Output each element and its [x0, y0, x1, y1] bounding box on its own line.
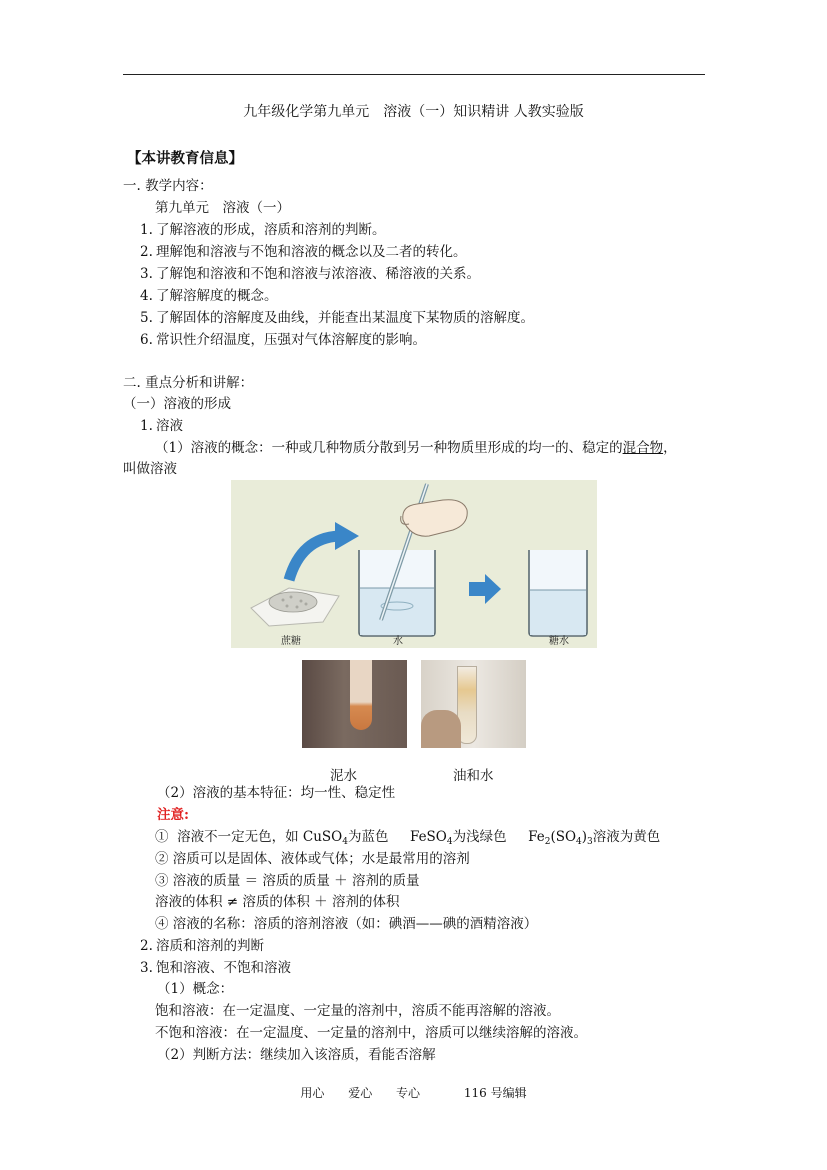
dissolving-illustration [231, 480, 597, 648]
note-1-b: 为蓝色 [347, 829, 389, 845]
subsection-formation: （一）溶液的形成 [123, 396, 231, 412]
note-1-f: (SO [550, 829, 577, 845]
point-3 [140, 959, 291, 977]
unit-title: 第九单元 溶液（一） [155, 200, 290, 216]
note-1-h: 溶液为黄色 [592, 829, 661, 845]
objective-text: 了解溶液的形成，溶质和溶剂的判断。 [156, 222, 386, 238]
muddy-water-photo [302, 660, 407, 748]
point-3-num: 3. [140, 960, 153, 976]
objective-num: 4. [140, 288, 153, 304]
concept-heading: （1）概念： [157, 981, 234, 997]
objective-num: 5. [140, 310, 153, 326]
judgement-method: （2）判断方法：继续加入该溶质，看能否溶解 [157, 1047, 436, 1063]
note-1-f-sub: 4 [576, 837, 582, 847]
note-1-c: FeSO [409, 829, 447, 845]
definition-end: ， [663, 440, 677, 456]
note-1-c-sub: 4 [446, 837, 453, 847]
objective-num: 2. [140, 244, 153, 260]
page-footer [0, 1084, 827, 1101]
part2-heading: 二. 重点分析和讲解： [123, 375, 254, 391]
note-1-e-sub: 2 [544, 837, 551, 847]
mixture-term: 混合物 [622, 440, 664, 456]
page-title: 九年级化学第九单元 溶液（一）知识精讲 人教实验版 [243, 104, 584, 120]
footer-2: 爱心 [348, 1086, 373, 1100]
caption-mud: 泥水 [330, 768, 357, 784]
footer-4: 116 号编辑 [463, 1086, 527, 1100]
note-1-g-sub: 3 [587, 837, 593, 847]
definition-cont: 叫做溶液 [123, 461, 177, 477]
objective-text: 了解饱和溶液和不饱和溶液与浓溶液、稀溶液的关系。 [156, 266, 480, 282]
objective-num: 6. [140, 332, 153, 348]
basic-features: （2）溶液的基本特征：均一性、稳定性 [157, 785, 396, 801]
note-1-mark: ① [155, 829, 169, 845]
note-2: ② 溶质可以是固体、液体或气体；水是最常用的溶剂 [155, 851, 470, 867]
label-sugar-water: 糖水 [549, 636, 569, 647]
objective-item [140, 243, 467, 261]
note-1-e: Fe [528, 829, 545, 845]
point-2-text: 溶质和溶剂的判断 [156, 938, 264, 954]
note-1-d: 为浅绿色 [452, 829, 507, 845]
part1-heading: 一. 教学内容： [123, 178, 213, 194]
definition-text: （1）溶液的概念：一种或几种物质分散到另一种物质里形成的均一的、稳定的 [155, 440, 623, 456]
oil-water-photo [421, 660, 526, 748]
point-2 [140, 937, 264, 955]
objective-item [140, 309, 534, 327]
note-1 [155, 828, 660, 851]
objective-item [140, 287, 278, 305]
note-4: ④ 溶液的名称：溶质的溶剂溶液（如：碘酒——碘的酒精溶液） [155, 916, 538, 932]
unsaturated-def: 不饱和溶液：在一定温度、一定量的溶剂中，溶质可以继续溶解的溶液。 [155, 1025, 587, 1041]
label-sugar: 蔗糖 [281, 636, 301, 647]
objective-item [140, 265, 480, 283]
note-3: ③ 溶液的质量 ＝ 溶质的质量 ＋ 溶剂的质量 [155, 873, 420, 889]
objective-text: 了解固体的溶解度及曲线，并能查出某温度下某物质的溶解度。 [156, 310, 534, 326]
objective-item [140, 331, 426, 349]
definition [155, 439, 677, 457]
point-3-text: 饱和溶液、不饱和溶液 [156, 960, 291, 976]
objective-text: 常识性介绍温度，压强对气体溶解度的影响。 [156, 332, 426, 348]
note-3b: 溶液的体积 ≠ 溶质的体积 ＋ 溶剂的体积 [155, 894, 400, 910]
footer-1: 用心 [300, 1086, 325, 1100]
saturated-def: 饱和溶液：在一定温度、一定量的溶剂中，溶质不能再溶解的溶液。 [155, 1003, 560, 1019]
note-1-g: ) [581, 829, 588, 845]
point-2-num: 2. [140, 938, 153, 954]
objective-text: 了解溶解度的概念。 [156, 288, 278, 304]
note-1-a: 溶液不一定无色，如 CuSO [177, 829, 343, 845]
point-1 [140, 417, 183, 435]
objective-text: 理解饱和溶液与不饱和溶液的概念以及二者的转化。 [156, 244, 467, 260]
section-info: 【本讲教育信息】 [127, 150, 243, 167]
footer-3: 专心 [396, 1086, 421, 1100]
point-1-num: 1. [140, 418, 153, 434]
point-1-text: 溶液 [156, 418, 183, 434]
note-1-a-sub: 4 [342, 837, 348, 847]
objective-num: 3. [140, 266, 153, 282]
objective-item [140, 221, 386, 239]
label-water: 水 [393, 636, 403, 647]
objective-num: 1. [140, 222, 153, 238]
header-rule [123, 74, 705, 75]
note-label: 注意: [157, 807, 189, 823]
caption-oil: 油和水 [453, 768, 494, 784]
